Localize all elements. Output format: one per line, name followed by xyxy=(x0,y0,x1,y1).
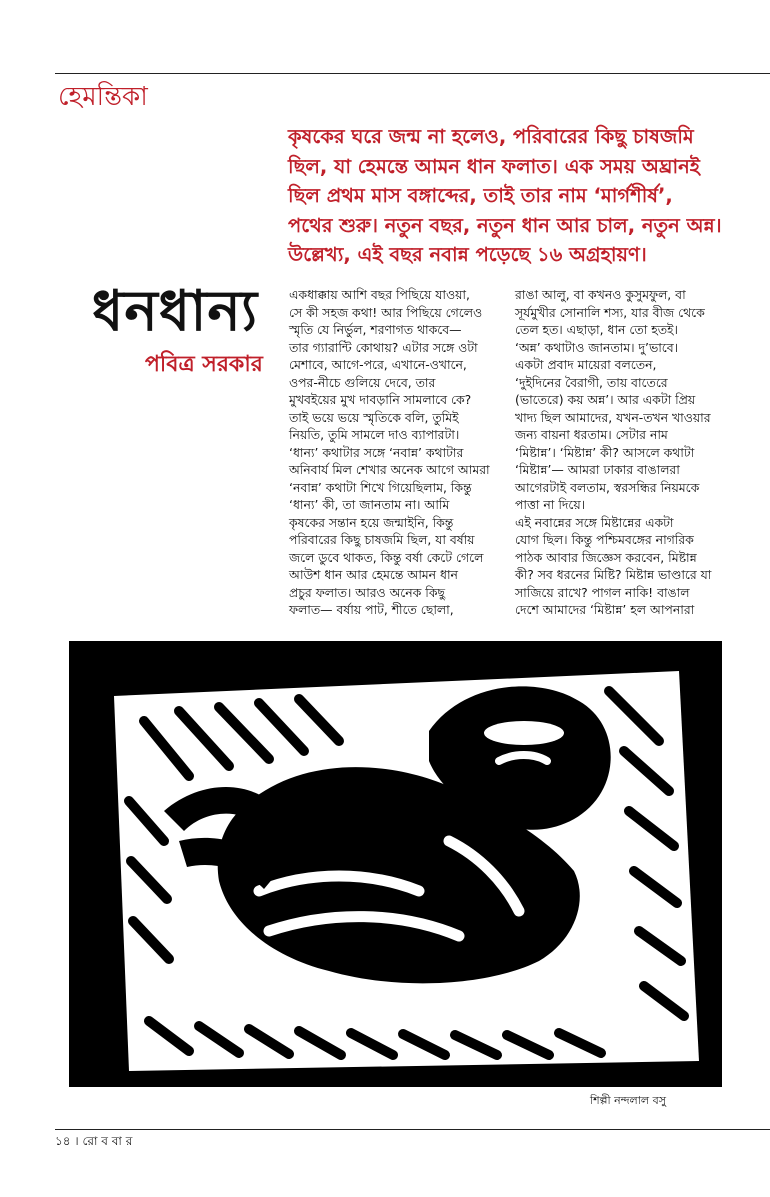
text-line: স্মৃতি যে নির্ভুল, শরণাগত থাকবে— xyxy=(289,322,462,337)
text-line: সূর্যমুখীর সোনালি শস্য, যার বীজ থেকে xyxy=(515,304,705,320)
text-line: অনিবার্য মিল শেখার অনেক আগে আমরা xyxy=(289,462,490,477)
text-line: পাঠক আবার জিজ্ঞেস করবেন, মিষ্টান্ন xyxy=(515,549,697,565)
artwork-illustration xyxy=(69,641,722,1087)
text-line: এই নবান্নের সঙ্গে মিষ্টান্নের একটা xyxy=(515,514,674,530)
text-line: ‘নবান্ন’ কথাটা শিখে গিয়েছিলাম, কিন্তু xyxy=(289,479,472,495)
text-line: তার গ্যারান্টি কোথায়? এটার সঙ্গে ওটা xyxy=(289,339,478,355)
text-line: সাজিয়ে রাখে? পাগল নাকি! বাঙাল xyxy=(515,584,690,600)
text-line: ‘ধান্য’ কী, তা জানতাম না। আমি xyxy=(289,497,450,512)
text-line: মেশাবে, আগে-পরে, এখানে-ওখানে, xyxy=(289,357,467,372)
text-line: (ভাতেরে) কয় অন্ন’। আর একটা প্রিয় xyxy=(515,392,696,407)
text-line: যোগ ছিল। কিন্তু পশ্চিমবঙ্গের নাগরিক xyxy=(515,532,694,547)
text-line: একটা প্রবাদ মায়েরা বলতেন, xyxy=(515,357,657,372)
text-line: আউশ ধান আর হেমন্তে আমন ধান xyxy=(289,567,458,582)
text-line: রাঙা আলু, বা কখনও কুসুমফুল, বা xyxy=(515,287,686,302)
author-byline: পবিত্র সরকার xyxy=(145,352,263,377)
text-line: তেল হত। এছাড়া, ধান তো হতই। xyxy=(515,322,678,337)
woodcut-artwork xyxy=(69,641,722,1087)
intro-line: পথের শুরু। নতুন বছর, নতুন ধান আর চাল, নতুন অন্ন। xyxy=(288,213,722,237)
section-title: হেমন্তিকা xyxy=(58,82,148,112)
text-line: ‘অন্ন’ কথাটাও জানতাম। দু’ভাবে। xyxy=(515,339,679,355)
intro-line: ছিল প্রথম মাস বঙ্গাব্দের, তাই তার নাম ‘মার্গশীর্ষ’, xyxy=(288,184,673,207)
page-footer: ১৪ । রো ব বা র xyxy=(55,1134,133,1148)
text-line: ওপর-নীচে গুলিয়ে দেবে, তার xyxy=(289,374,436,390)
text-line: দেশে আমাদের ‘মিষ্টান্ন’ হল আপনারা xyxy=(515,602,695,617)
text-line: ‘মিষ্টান্ন’। ‘মিষ্টান্ন’ কী? আসলে কথাটা xyxy=(515,444,695,460)
text-line: জন্য বায়না ধরতাম। সেটার নাম xyxy=(515,427,668,442)
text-line: কী? সব ধরনের মিষ্টি? মিষ্টান্ন ভাণ্ডারে যা xyxy=(515,567,712,582)
text-line: তাই ভয়ে ভয়ে স্মৃতিকে বলি, তুমিই xyxy=(289,409,459,425)
intro-paragraph xyxy=(288,122,722,270)
text-line: আগেরটাই বলতাম, স্বরসন্ধির নিয়মকে xyxy=(515,479,700,495)
text-line: কৃষকের সন্তান হয়ে জন্মাইনি, কিন্তু xyxy=(289,514,454,530)
bottom-divider xyxy=(55,1129,770,1130)
text-line: জলে ডুবে থাকত, কিন্তু বর্ষা কেটে গেলে xyxy=(289,549,484,565)
intro-line: ছিল, যা হেমন্তে আমন ধান ফলাত। এক সময় অঘ্রানই xyxy=(288,154,700,178)
text-line: পরিবারের কিছু চাষজমি ছিল, যা বর্ষায় xyxy=(289,532,475,547)
intro-line: উল্লেখ্য, এই বছর নবান্ন পড়েছে ১৬ অগ্রহায়ণ। xyxy=(288,243,647,266)
text-line: সে কী সহজ কথা! আর পিছিয়ে গেলেও xyxy=(289,304,483,320)
article-headline: ধনধান্য xyxy=(92,279,259,344)
artwork-credit: শিল্পী নন্দলাল বসু xyxy=(590,1094,667,1107)
text-line: একধাক্কায় আশি বছর পিছিয়ে যাওয়া, xyxy=(289,287,470,302)
article-column-2 xyxy=(515,286,720,619)
text-line: নিয়তি, তুমি সামলে দাও ব্যাপারটা। xyxy=(289,427,460,442)
text-line: খাদ্য ছিল আমাদের, যখন-তখন খাওয়ার xyxy=(515,409,711,425)
text-line: ফলাত— বর্ষায় পাট, শীতে ছোলা, xyxy=(289,602,454,617)
intro-line: কৃষকের ঘরে জন্ম না হলেও, পরিবারের কিছু চাষজমি xyxy=(288,125,694,148)
text-line: ‘মিষ্টান্ন’— আমরা ঢাকার বাঙালরা xyxy=(515,462,680,477)
text-line: মুখবইয়ের মুখ দাবড়ানি সামলাবে কে? xyxy=(289,392,472,407)
text-line: প্রচুর ফলাত। আরও অনেক কিছু xyxy=(289,584,445,600)
text-line: ‘ধান্য’ কথাটার সঙ্গে ‘নবান্ন’ কথাটার xyxy=(289,444,464,460)
text-line: পাত্তা না দিয়ে। xyxy=(515,497,586,512)
text-line: ‘দুইদিনের বৈরাগী, তায় বাতেরে xyxy=(515,374,668,390)
top-divider xyxy=(55,73,770,74)
article-column-1 xyxy=(289,286,504,619)
